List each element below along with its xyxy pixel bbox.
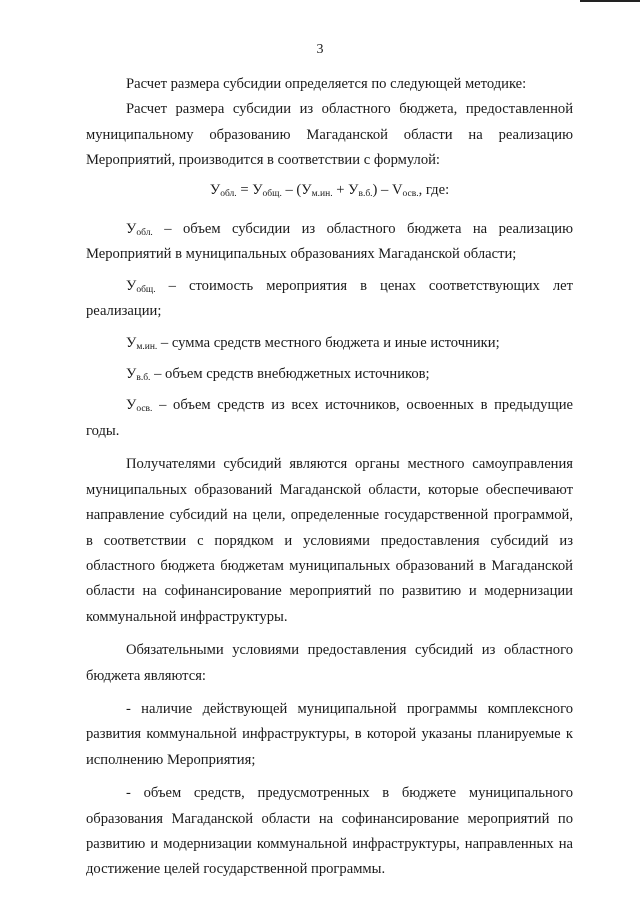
definition-text: – сумма средств местного бюджета и иные источники; [157, 334, 500, 351]
definition-symbol: У [126, 221, 137, 238]
formula-symbol-y-obl: У [209, 181, 221, 198]
definition-subscript: осв. [136, 404, 153, 415]
paragraph-conditions-intro: Обязательными условиями предоставления субсидий из областного бюджета являются: [86, 642, 573, 684]
definition-text: – объем средств внебюджетных источников; [150, 366, 430, 383]
formula-sub-obl: обл. [220, 188, 237, 199]
definition-subscript: м.ин. [136, 341, 158, 352]
definition-y-min [86, 331, 573, 356]
definition-subscript: обл. [136, 228, 153, 239]
paragraph-condition-program: - наличие действующей муниципальной программы комплексного развития коммунальной инфраструктуры, в которой указаны планируемые к исполнению Мероприятия; [86, 700, 573, 768]
formula-symbol-y-min: У [301, 181, 312, 198]
formula-symbol-y-obsch: У [252, 181, 263, 198]
spacer [86, 773, 573, 781]
definition-y-osv [86, 393, 573, 444]
definition-subscript: общ. [136, 284, 156, 295]
document-body [86, 72, 573, 883]
paragraph-recipients: Получателями субсидий являются органы местного самоуправления муниципальных образований Магаданской области, которые обеспечивают направление субсидий на цели, определенные государственной программой, в соответствии с порядком и условиями предоставления субсидий из областного бюджета бюджетам муниципальных образований в Магаданской области на софинансирование мероприятий по развитию и модернизации коммунальной инфраструктуры. [86, 456, 573, 625]
definition-y-obsch [86, 274, 573, 325]
definition-subscript: в.б. [136, 373, 151, 384]
paragraph-calculation: Расчет размера субсидии из областного бюджета, предоставленной муниципальному образованию Магаданской области на реализацию Мероприятий, производится в соответствии с формулой: [86, 101, 573, 169]
spacer [86, 444, 573, 452]
formula-sub-obsch: общ. [262, 188, 282, 199]
formula-symbol-y-vb: У [348, 181, 359, 198]
spacer [86, 689, 573, 697]
definition-symbol: У [126, 397, 137, 414]
formula-sub-min: м.ин. [311, 188, 333, 199]
definition-symbol: У [126, 277, 137, 294]
definition-y-obl [86, 217, 573, 268]
definition-symbol: У [126, 334, 137, 351]
subsidy-formula [86, 174, 573, 211]
formula-minus-open: – ( [281, 181, 302, 198]
formula-tail: , где: [418, 181, 450, 198]
page-number: 3 [316, 42, 324, 57]
definition-text: – объем субсидии из областного бюджета на реализацию Мероприятий в муниципальных образованиях Магаданской области; [86, 221, 573, 263]
definition-text: – стоимость мероприятия в ценах соответствующих лет реализации; [86, 277, 573, 320]
paragraph-method-intro: Расчет размера субсидии определяется по следующей методике: [126, 76, 527, 92]
definition-text: – объем средств из всех источников, освоенных в предыдущие годы. [86, 397, 573, 439]
formula-plus: + [332, 181, 349, 198]
formula-equals: = [236, 181, 253, 198]
paragraph-condition-funding: - объем средств, предусмотренных в бюджете муниципального образования Магаданской области на софинансирование мероприятий по развитию и модернизации коммунальной инфраструктуры, направленных на достижение целей государственной программы. [86, 785, 573, 878]
formula-symbol-v-osv: V [392, 181, 403, 198]
definition-symbol: У [126, 366, 137, 383]
spacer [86, 630, 573, 638]
formula-close-minus: ) – [372, 181, 392, 198]
formula-sub-osv: осв. [402, 188, 419, 199]
definition-y-vb [86, 362, 573, 387]
formula-sub-vb: в.б. [358, 188, 373, 199]
corner-mark [580, 0, 640, 2]
